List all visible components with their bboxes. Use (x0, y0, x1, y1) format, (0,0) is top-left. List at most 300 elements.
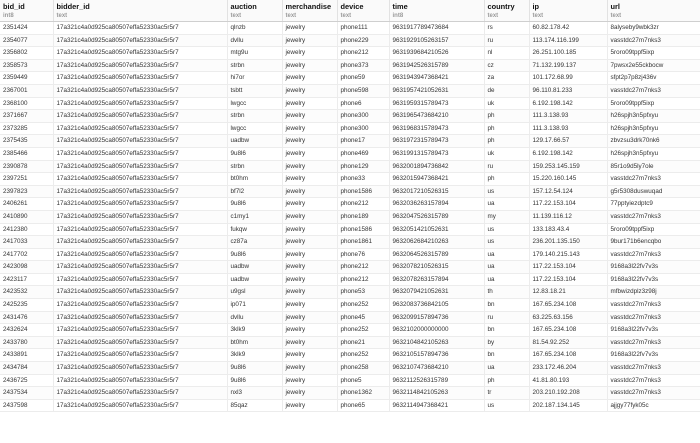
cell-url[interactable]: 5roro09tppf5ixp (607, 97, 700, 110)
cell-merchandise[interactable]: jewelry (282, 147, 337, 160)
cell-time[interactable]: 9632047526315789 (389, 210, 484, 223)
cell-merchandise[interactable]: jewelry (282, 160, 337, 173)
table-row[interactable] (0, 299, 700, 312)
cell-bid-id[interactable]: 2434784 (0, 362, 53, 375)
table-row[interactable] (0, 273, 700, 286)
column-header-country[interactable] (484, 0, 529, 22)
cell-merchandise[interactable]: jewelry (282, 336, 337, 349)
cell-device[interactable]: phone21 (337, 336, 389, 349)
cell-country[interactable]: nl (484, 47, 529, 60)
cell-time[interactable]: 9632102000000000 (389, 324, 484, 337)
cell-bid-id[interactable]: 2368100 (0, 97, 53, 110)
cell-auction[interactable]: 3klk9 (227, 349, 282, 362)
cell-country[interactable]: ph (484, 135, 529, 148)
cell-url[interactable]: 9168a3l22fv7v3s (607, 261, 700, 274)
cell-bid-id[interactable]: 2354077 (0, 34, 53, 47)
table-row[interactable] (0, 261, 700, 274)
cell-device[interactable]: phone252 (337, 299, 389, 312)
cell-bidder-id[interactable]: 17a321c4a0d925ca80507effa52330ac5r5r7 (53, 299, 227, 312)
cell-merchandise[interactable]: jewelry (282, 135, 337, 148)
cell-merchandise[interactable]: jewelry (282, 47, 337, 60)
table-row[interactable] (0, 84, 700, 97)
cell-time[interactable]: 9631968315789473 (389, 122, 484, 135)
cell-ip[interactable]: 167.65.234.108 (529, 324, 607, 337)
cell-ip[interactable]: 167.65.234.108 (529, 349, 607, 362)
cell-auction[interactable]: bf7l2 (227, 185, 282, 198)
cell-bidder-id[interactable]: 17a321c4a0d925ca80507effa52330ac5r5r7 (53, 34, 227, 47)
cell-device[interactable]: phone189 (337, 210, 389, 223)
cell-ip[interactable]: 6.192.198.142 (529, 147, 607, 160)
table-row[interactable] (0, 399, 700, 412)
cell-time[interactable]: 9631957421052631 (389, 84, 484, 97)
cell-ip[interactable]: 111.3.138.93 (529, 110, 607, 123)
cell-ip[interactable]: 129.17.66.57 (529, 135, 607, 148)
cell-time[interactable]: 9632017210526315 (389, 185, 484, 198)
cell-time[interactable]: 9631991315789473 (389, 147, 484, 160)
cell-time[interactable]: 9632015947368421 (389, 173, 484, 186)
cell-bidder-id[interactable]: 17a321c4a0d925ca80507effa52330ac5r5r7 (53, 349, 227, 362)
cell-bid-id[interactable]: 2417702 (0, 248, 53, 261)
cell-merchandise[interactable]: jewelry (282, 273, 337, 286)
cell-device[interactable]: phone212 (337, 47, 389, 60)
cell-time[interactable]: 9632105157894736 (389, 349, 484, 362)
cell-bid-id[interactable]: 2358573 (0, 59, 53, 72)
cell-bid-id[interactable]: 2390878 (0, 160, 53, 173)
cell-bid-id[interactable]: 2373285 (0, 122, 53, 135)
cell-url[interactable]: vasstdc27m7nks3 (607, 84, 700, 97)
cell-ip[interactable]: 81.54.92.252 (529, 336, 607, 349)
cell-country[interactable]: cz (484, 59, 529, 72)
cell-merchandise[interactable]: jewelry (282, 72, 337, 85)
table-row[interactable] (0, 22, 700, 35)
cell-bidder-id[interactable]: 17a321c4a0d925ca80507effa52330ac5r5r7 (53, 374, 227, 387)
table-row[interactable] (0, 59, 700, 72)
cell-auction[interactable]: 9u8l6 (227, 198, 282, 211)
cell-country[interactable]: ua (484, 362, 529, 375)
cell-url[interactable]: vasstdc27m7nks3 (607, 210, 700, 223)
cell-ip[interactable]: 12.83.18.21 (529, 286, 607, 299)
cell-bid-id[interactable]: 2437598 (0, 399, 53, 412)
cell-country[interactable]: us (484, 185, 529, 198)
cell-auction[interactable]: tsbtt (227, 84, 282, 97)
cell-bidder-id[interactable]: 17a321c4a0d925ca80507effa52330ac5r5r7 (53, 110, 227, 123)
cell-ip[interactable]: 157.12.54.124 (529, 185, 607, 198)
table-row[interactable] (0, 110, 700, 123)
cell-device[interactable]: phone1362 (337, 387, 389, 400)
cell-bid-id[interactable]: 2437534 (0, 387, 53, 400)
table-row[interactable] (0, 223, 700, 236)
cell-bid-id[interactable]: 2410890 (0, 210, 53, 223)
table-row[interactable] (0, 72, 700, 85)
cell-url[interactable]: h26spjh3n5pfxyu (607, 147, 700, 160)
cell-time[interactable]: 9632104842105263 (389, 336, 484, 349)
table-row[interactable] (0, 122, 700, 135)
cell-device[interactable]: phone598 (337, 84, 389, 97)
cell-country[interactable]: ph (484, 374, 529, 387)
cell-url[interactable]: 77pptyiezdptc9 (607, 198, 700, 211)
cell-bidder-id[interactable]: 17a321c4a0d925ca80507effa52330ac5r5r7 (53, 135, 227, 148)
column-header-url[interactable] (607, 0, 700, 22)
cell-device[interactable]: phone212 (337, 198, 389, 211)
cell-time[interactable]: 9631965473684210 (389, 110, 484, 123)
cell-ip[interactable]: 63.225.63.156 (529, 311, 607, 324)
cell-country[interactable]: th (484, 286, 529, 299)
cell-device[interactable]: phone252 (337, 324, 389, 337)
cell-time[interactable]: 9632114842105263 (389, 387, 484, 400)
cell-auction[interactable]: 9u8l6 (227, 362, 282, 375)
cell-device[interactable]: phone1586 (337, 185, 389, 198)
cell-country[interactable]: ru (484, 34, 529, 47)
cell-auction[interactable]: ip071 (227, 299, 282, 312)
cell-bid-id[interactable]: 2367001 (0, 84, 53, 97)
cell-country[interactable]: de (484, 84, 529, 97)
cell-bid-id[interactable]: 2423117 (0, 273, 53, 286)
cell-url[interactable]: vasstdc27m7nks3 (607, 374, 700, 387)
cell-country[interactable]: ph (484, 110, 529, 123)
cell-url[interactable]: vasstdc27m7nks3 (607, 248, 700, 261)
cell-ip[interactable]: 6.192.198.142 (529, 97, 607, 110)
table-row[interactable] (0, 185, 700, 198)
cell-country[interactable]: us (484, 399, 529, 412)
cell-url[interactable]: 9168a3l22fv7v3s (607, 349, 700, 362)
cell-bidder-id[interactable]: 17a321c4a0d925ca80507effa52330ac5r5r7 (53, 72, 227, 85)
table-row[interactable] (0, 374, 700, 387)
cell-device[interactable]: phone59 (337, 72, 389, 85)
cell-merchandise[interactable]: jewelry (282, 248, 337, 261)
cell-bidder-id[interactable]: 17a321c4a0d925ca80507effa52330ac5r5r7 (53, 261, 227, 274)
cell-device[interactable]: phone1861 (337, 236, 389, 249)
cell-time[interactable]: 9632079421052631 (389, 286, 484, 299)
cell-device[interactable]: phone129 (337, 160, 389, 173)
cell-auction[interactable]: dvllu (227, 34, 282, 47)
cell-country[interactable]: ua (484, 198, 529, 211)
cell-auction[interactable]: u9gsl (227, 286, 282, 299)
cell-country[interactable]: ph (484, 122, 529, 135)
cell-country[interactable]: bn (484, 349, 529, 362)
cell-auction[interactable]: strbn (227, 110, 282, 123)
cell-bidder-id[interactable]: 17a321c4a0d925ca80507effa52330ac5r5r7 (53, 336, 227, 349)
cell-time[interactable]: 9631942526315789 (389, 59, 484, 72)
cell-bid-id[interactable]: 2431476 (0, 311, 53, 324)
cell-bidder-id[interactable]: 17a321c4a0d925ca80507effa52330ac5r5r7 (53, 223, 227, 236)
cell-ip[interactable]: 41.81.80.193 (529, 374, 607, 387)
cell-bidder-id[interactable]: 17a321c4a0d925ca80507effa52330ac5r5r7 (53, 248, 227, 261)
cell-time[interactable]: 9632078263157894 (389, 273, 484, 286)
cell-device[interactable]: phone45 (337, 311, 389, 324)
cell-url[interactable]: vasstdc27m7nks3 (607, 336, 700, 349)
column-header-ip[interactable] (529, 0, 607, 22)
cell-auction[interactable]: qlnzb (227, 22, 282, 35)
cell-device[interactable]: phone65 (337, 399, 389, 412)
table-row[interactable] (0, 349, 700, 362)
table-row[interactable] (0, 362, 700, 375)
cell-bid-id[interactable]: 2371667 (0, 110, 53, 123)
cell-device[interactable]: phone1586 (337, 223, 389, 236)
cell-device[interactable]: phone33 (337, 173, 389, 186)
cell-auction[interactable]: 3klk9 (227, 324, 282, 337)
cell-bidder-id[interactable]: 17a321c4a0d925ca80507effa52330ac5r5r7 (53, 236, 227, 249)
cell-device[interactable]: phone53 (337, 286, 389, 299)
cell-url[interactable]: ajjgy77fyk05c (607, 399, 700, 412)
cell-url[interactable]: 5roro09tppf5ixp (607, 223, 700, 236)
table-row[interactable] (0, 336, 700, 349)
cell-bidder-id[interactable]: 17a321c4a0d925ca80507effa52330ac5r5r7 (53, 147, 227, 160)
cell-url[interactable]: 9168a3l22fv7v3s (607, 324, 700, 337)
table-row[interactable] (0, 47, 700, 60)
cell-url[interactable]: vasstdc27m7nks3 (607, 311, 700, 324)
cell-bidder-id[interactable]: 17a321c4a0d925ca80507effa52330ac5r5r7 (53, 22, 227, 35)
cell-device[interactable]: phone229 (337, 34, 389, 47)
cell-country[interactable]: ua (484, 273, 529, 286)
cell-merchandise[interactable]: jewelry (282, 362, 337, 375)
cell-url[interactable]: vasstdc27m7nks3 (607, 173, 700, 186)
cell-device[interactable]: phone212 (337, 273, 389, 286)
cell-url[interactable]: g5r5308duswuqad (607, 185, 700, 198)
cell-ip[interactable]: 96.110.81.233 (529, 84, 607, 97)
cell-device[interactable]: phone469 (337, 147, 389, 160)
cell-device[interactable]: phone111 (337, 22, 389, 35)
column-header-bidder-id[interactable] (53, 0, 227, 22)
cell-country[interactable]: us (484, 236, 529, 249)
table-row[interactable] (0, 147, 700, 160)
cell-bidder-id[interactable]: 17a321c4a0d925ca80507effa52330ac5r5r7 (53, 47, 227, 60)
table-row[interactable] (0, 324, 700, 337)
cell-url[interactable]: vasstdc27m7nks3 (607, 299, 700, 312)
column-header-time[interactable] (389, 0, 484, 22)
cell-merchandise[interactable]: jewelry (282, 299, 337, 312)
cell-time[interactable]: 9631917789473684 (389, 22, 484, 35)
cell-merchandise[interactable]: jewelry (282, 261, 337, 274)
table-row[interactable] (0, 387, 700, 400)
cell-auction[interactable]: nxl3 (227, 387, 282, 400)
cell-auction[interactable]: uadbw (227, 273, 282, 286)
cell-device[interactable]: phone17 (337, 135, 389, 148)
cell-merchandise[interactable]: jewelry (282, 34, 337, 47)
cell-ip[interactable]: 179.140.215.143 (529, 248, 607, 261)
cell-time[interactable]: 9632062684210263 (389, 236, 484, 249)
cell-ip[interactable]: 60.82.178.42 (529, 22, 607, 35)
cell-country[interactable]: uk (484, 97, 529, 110)
cell-url[interactable]: 8alyseby9wbk3zr (607, 22, 700, 35)
cell-bid-id[interactable]: 2433891 (0, 349, 53, 362)
cell-ip[interactable]: 133.183.43.4 (529, 223, 607, 236)
cell-country[interactable]: ru (484, 160, 529, 173)
cell-url[interactable]: vasstdc27m7nks3 (607, 387, 700, 400)
cell-country[interactable]: by (484, 336, 529, 349)
cell-ip[interactable]: 117.22.153.104 (529, 261, 607, 274)
cell-merchandise[interactable]: jewelry (282, 349, 337, 362)
cell-bid-id[interactable]: 2397251 (0, 173, 53, 186)
cell-auction[interactable]: 85qaz (227, 399, 282, 412)
cell-auction[interactable]: 9u8l6 (227, 147, 282, 160)
cell-auction[interactable]: c1my1 (227, 210, 282, 223)
cell-ip[interactable]: 113.174.116.199 (529, 34, 607, 47)
cell-merchandise[interactable]: jewelry (282, 59, 337, 72)
cell-device[interactable]: phone76 (337, 248, 389, 261)
column-header-device[interactable] (337, 0, 389, 22)
cell-url[interactable]: h26spjh3n5pfxyu (607, 122, 700, 135)
cell-time[interactable]: 9632078210526315 (389, 261, 484, 274)
table-row[interactable] (0, 286, 700, 299)
cell-ip[interactable]: 159.253.145.159 (529, 160, 607, 173)
cell-country[interactable]: ph (484, 173, 529, 186)
cell-time[interactable]: 9632001894736842 (389, 160, 484, 173)
cell-bid-id[interactable]: 2406261 (0, 198, 53, 211)
cell-auction[interactable]: strbn (227, 160, 282, 173)
cell-ip[interactable]: 202.187.134.145 (529, 399, 607, 412)
cell-bidder-id[interactable]: 17a321c4a0d925ca80507effa52330ac5r5r7 (53, 210, 227, 223)
cell-url[interactable]: mfbwizdplz3z98j (607, 286, 700, 299)
table-row[interactable] (0, 97, 700, 110)
cell-bid-id[interactable]: 2436725 (0, 374, 53, 387)
cell-merchandise[interactable]: jewelry (282, 286, 337, 299)
cell-bidder-id[interactable]: 17a321c4a0d925ca80507effa52330ac5r5r7 (53, 399, 227, 412)
cell-bid-id[interactable]: 2359449 (0, 72, 53, 85)
cell-url[interactable]: 5roro09tppf5ixp (607, 47, 700, 60)
cell-auction[interactable]: mtg9u (227, 47, 282, 60)
table-row[interactable] (0, 198, 700, 211)
cell-bidder-id[interactable]: 17a321c4a0d925ca80507effa52330ac5r5r7 (53, 160, 227, 173)
cell-ip[interactable]: 236.201.135.150 (529, 236, 607, 249)
cell-time[interactable]: 9631972315789473 (389, 135, 484, 148)
cell-country[interactable]: tr (484, 387, 529, 400)
cell-ip[interactable]: 101.172.68.99 (529, 72, 607, 85)
cell-ip[interactable]: 11.139.116.12 (529, 210, 607, 223)
cell-auction[interactable]: lwgcc (227, 122, 282, 135)
cell-bidder-id[interactable]: 17a321c4a0d925ca80507effa52330ac5r5r7 (53, 286, 227, 299)
cell-bidder-id[interactable]: 17a321c4a0d925ca80507effa52330ac5r5r7 (53, 311, 227, 324)
cell-ip[interactable]: 167.65.234.108 (529, 299, 607, 312)
cell-time[interactable]: 9632107473684210 (389, 362, 484, 375)
cell-time[interactable]: 9632114947368421 (389, 399, 484, 412)
table-row[interactable] (0, 173, 700, 186)
cell-bid-id[interactable]: 2412380 (0, 223, 53, 236)
cell-url[interactable]: vasstdc27m7nks3 (607, 34, 700, 47)
cell-device[interactable]: phone373 (337, 59, 389, 72)
cell-bidder-id[interactable]: 17a321c4a0d925ca80507effa52330ac5r5r7 (53, 173, 227, 186)
column-header-bid-id[interactable] (0, 0, 53, 22)
cell-merchandise[interactable]: jewelry (282, 311, 337, 324)
cell-bidder-id[interactable]: 17a321c4a0d925ca80507effa52330ac5r5r7 (53, 84, 227, 97)
cell-url[interactable]: sfpt2p7p8zj436v (607, 72, 700, 85)
cell-ip[interactable]: 203.210.192.208 (529, 387, 607, 400)
cell-url[interactable]: 9bur171b6encqbo (607, 236, 700, 249)
cell-merchandise[interactable]: jewelry (282, 122, 337, 135)
cell-bidder-id[interactable]: 17a321c4a0d925ca80507effa52330ac5r5r7 (53, 97, 227, 110)
table-row[interactable] (0, 34, 700, 47)
cell-merchandise[interactable]: jewelry (282, 110, 337, 123)
cell-country[interactable]: rs (484, 22, 529, 35)
cell-auction[interactable]: cz87a (227, 236, 282, 249)
table-row[interactable] (0, 248, 700, 261)
cell-auction[interactable]: fukqw (227, 223, 282, 236)
cell-auction[interactable]: lwgcc (227, 97, 282, 110)
cell-auction[interactable]: 9u8l6 (227, 248, 282, 261)
cell-country[interactable]: ru (484, 311, 529, 324)
cell-auction[interactable]: hi7or (227, 72, 282, 85)
column-header-auction[interactable] (227, 0, 282, 22)
cell-ip[interactable]: 117.22.153.104 (529, 198, 607, 211)
cell-country[interactable]: za (484, 72, 529, 85)
cell-time[interactable]: 9631959315789473 (389, 97, 484, 110)
cell-bid-id[interactable]: 2356802 (0, 47, 53, 60)
cell-country[interactable]: bn (484, 299, 529, 312)
table-row[interactable] (0, 135, 700, 148)
cell-merchandise[interactable]: jewelry (282, 399, 337, 412)
cell-country[interactable]: bn (484, 324, 529, 337)
cell-auction[interactable]: bt0hm (227, 173, 282, 186)
cell-merchandise[interactable]: jewelry (282, 97, 337, 110)
cell-bid-id[interactable]: 2385466 (0, 147, 53, 160)
cell-url[interactable]: 7pwsx2e55ckbocw (607, 59, 700, 72)
cell-bid-id[interactable]: 2417033 (0, 236, 53, 249)
cell-time[interactable]: 9632036263157894 (389, 198, 484, 211)
cell-merchandise[interactable]: jewelry (282, 198, 337, 211)
cell-bidder-id[interactable]: 17a321c4a0d925ca80507effa52330ac5r5r7 (53, 59, 227, 72)
cell-bid-id[interactable]: 2423532 (0, 286, 53, 299)
cell-time[interactable]: 9631943947368421 (389, 72, 484, 85)
cell-url[interactable]: zbvzsu3drk70nk6 (607, 135, 700, 148)
cell-auction[interactable]: uadbw (227, 261, 282, 274)
cell-merchandise[interactable]: jewelry (282, 185, 337, 198)
cell-time[interactable]: 9632112526315789 (389, 374, 484, 387)
cell-ip[interactable]: 233.172.46.204 (529, 362, 607, 375)
cell-bid-id[interactable]: 2351424 (0, 22, 53, 35)
cell-device[interactable]: phone6 (337, 97, 389, 110)
cell-bidder-id[interactable]: 17a321c4a0d925ca80507effa52330ac5r5r7 (53, 362, 227, 375)
cell-device[interactable]: phone300 (337, 110, 389, 123)
table-row[interactable] (0, 236, 700, 249)
cell-bid-id[interactable]: 2432624 (0, 324, 53, 337)
cell-merchandise[interactable]: jewelry (282, 374, 337, 387)
cell-ip[interactable]: 117.22.153.104 (529, 273, 607, 286)
cell-ip[interactable]: 15.220.160.145 (529, 173, 607, 186)
cell-device[interactable]: phone258 (337, 362, 389, 375)
cell-auction[interactable]: 9u8l6 (227, 374, 282, 387)
cell-time[interactable]: 9632099157894736 (389, 311, 484, 324)
cell-merchandise[interactable]: jewelry (282, 223, 337, 236)
cell-bidder-id[interactable]: 17a321c4a0d925ca80507effa52330ac5r5r7 (53, 273, 227, 286)
cell-bidder-id[interactable]: 17a321c4a0d925ca80507effa52330ac5r5r7 (53, 122, 227, 135)
cell-bidder-id[interactable]: 17a321c4a0d925ca80507effa52330ac5r5r7 (53, 198, 227, 211)
table-row[interactable] (0, 160, 700, 173)
cell-merchandise[interactable]: jewelry (282, 236, 337, 249)
cell-auction[interactable]: uadbw (227, 135, 282, 148)
cell-bid-id[interactable]: 2433780 (0, 336, 53, 349)
cell-auction[interactable]: bt0hm (227, 336, 282, 349)
cell-merchandise[interactable]: jewelry (282, 173, 337, 186)
cell-merchandise[interactable]: jewelry (282, 324, 337, 337)
cell-country[interactable]: uk (484, 147, 529, 160)
cell-bid-id[interactable]: 2375435 (0, 135, 53, 148)
cell-time[interactable]: 9631939684210526 (389, 47, 484, 60)
cell-merchandise[interactable]: jewelry (282, 210, 337, 223)
cell-merchandise[interactable]: jewelry (282, 84, 337, 97)
cell-ip[interactable]: 111.3.138.93 (529, 122, 607, 135)
cell-bid-id[interactable]: 2423098 (0, 261, 53, 274)
table-row[interactable] (0, 311, 700, 324)
cell-url[interactable]: vasstdc27m7nks3 (607, 362, 700, 375)
cell-time[interactable]: 9632064526315789 (389, 248, 484, 261)
cell-bidder-id[interactable]: 17a321c4a0d925ca80507effa52330ac5r5r7 (53, 324, 227, 337)
cell-country[interactable]: ua (484, 261, 529, 274)
table-row[interactable] (0, 210, 700, 223)
cell-bid-id[interactable]: 2425235 (0, 299, 53, 312)
cell-time[interactable]: 9632051421052631 (389, 223, 484, 236)
cell-time[interactable]: 9631929105263157 (389, 34, 484, 47)
cell-device[interactable]: phone252 (337, 349, 389, 362)
cell-url[interactable]: h26spjh3n5pfxyu (607, 110, 700, 123)
